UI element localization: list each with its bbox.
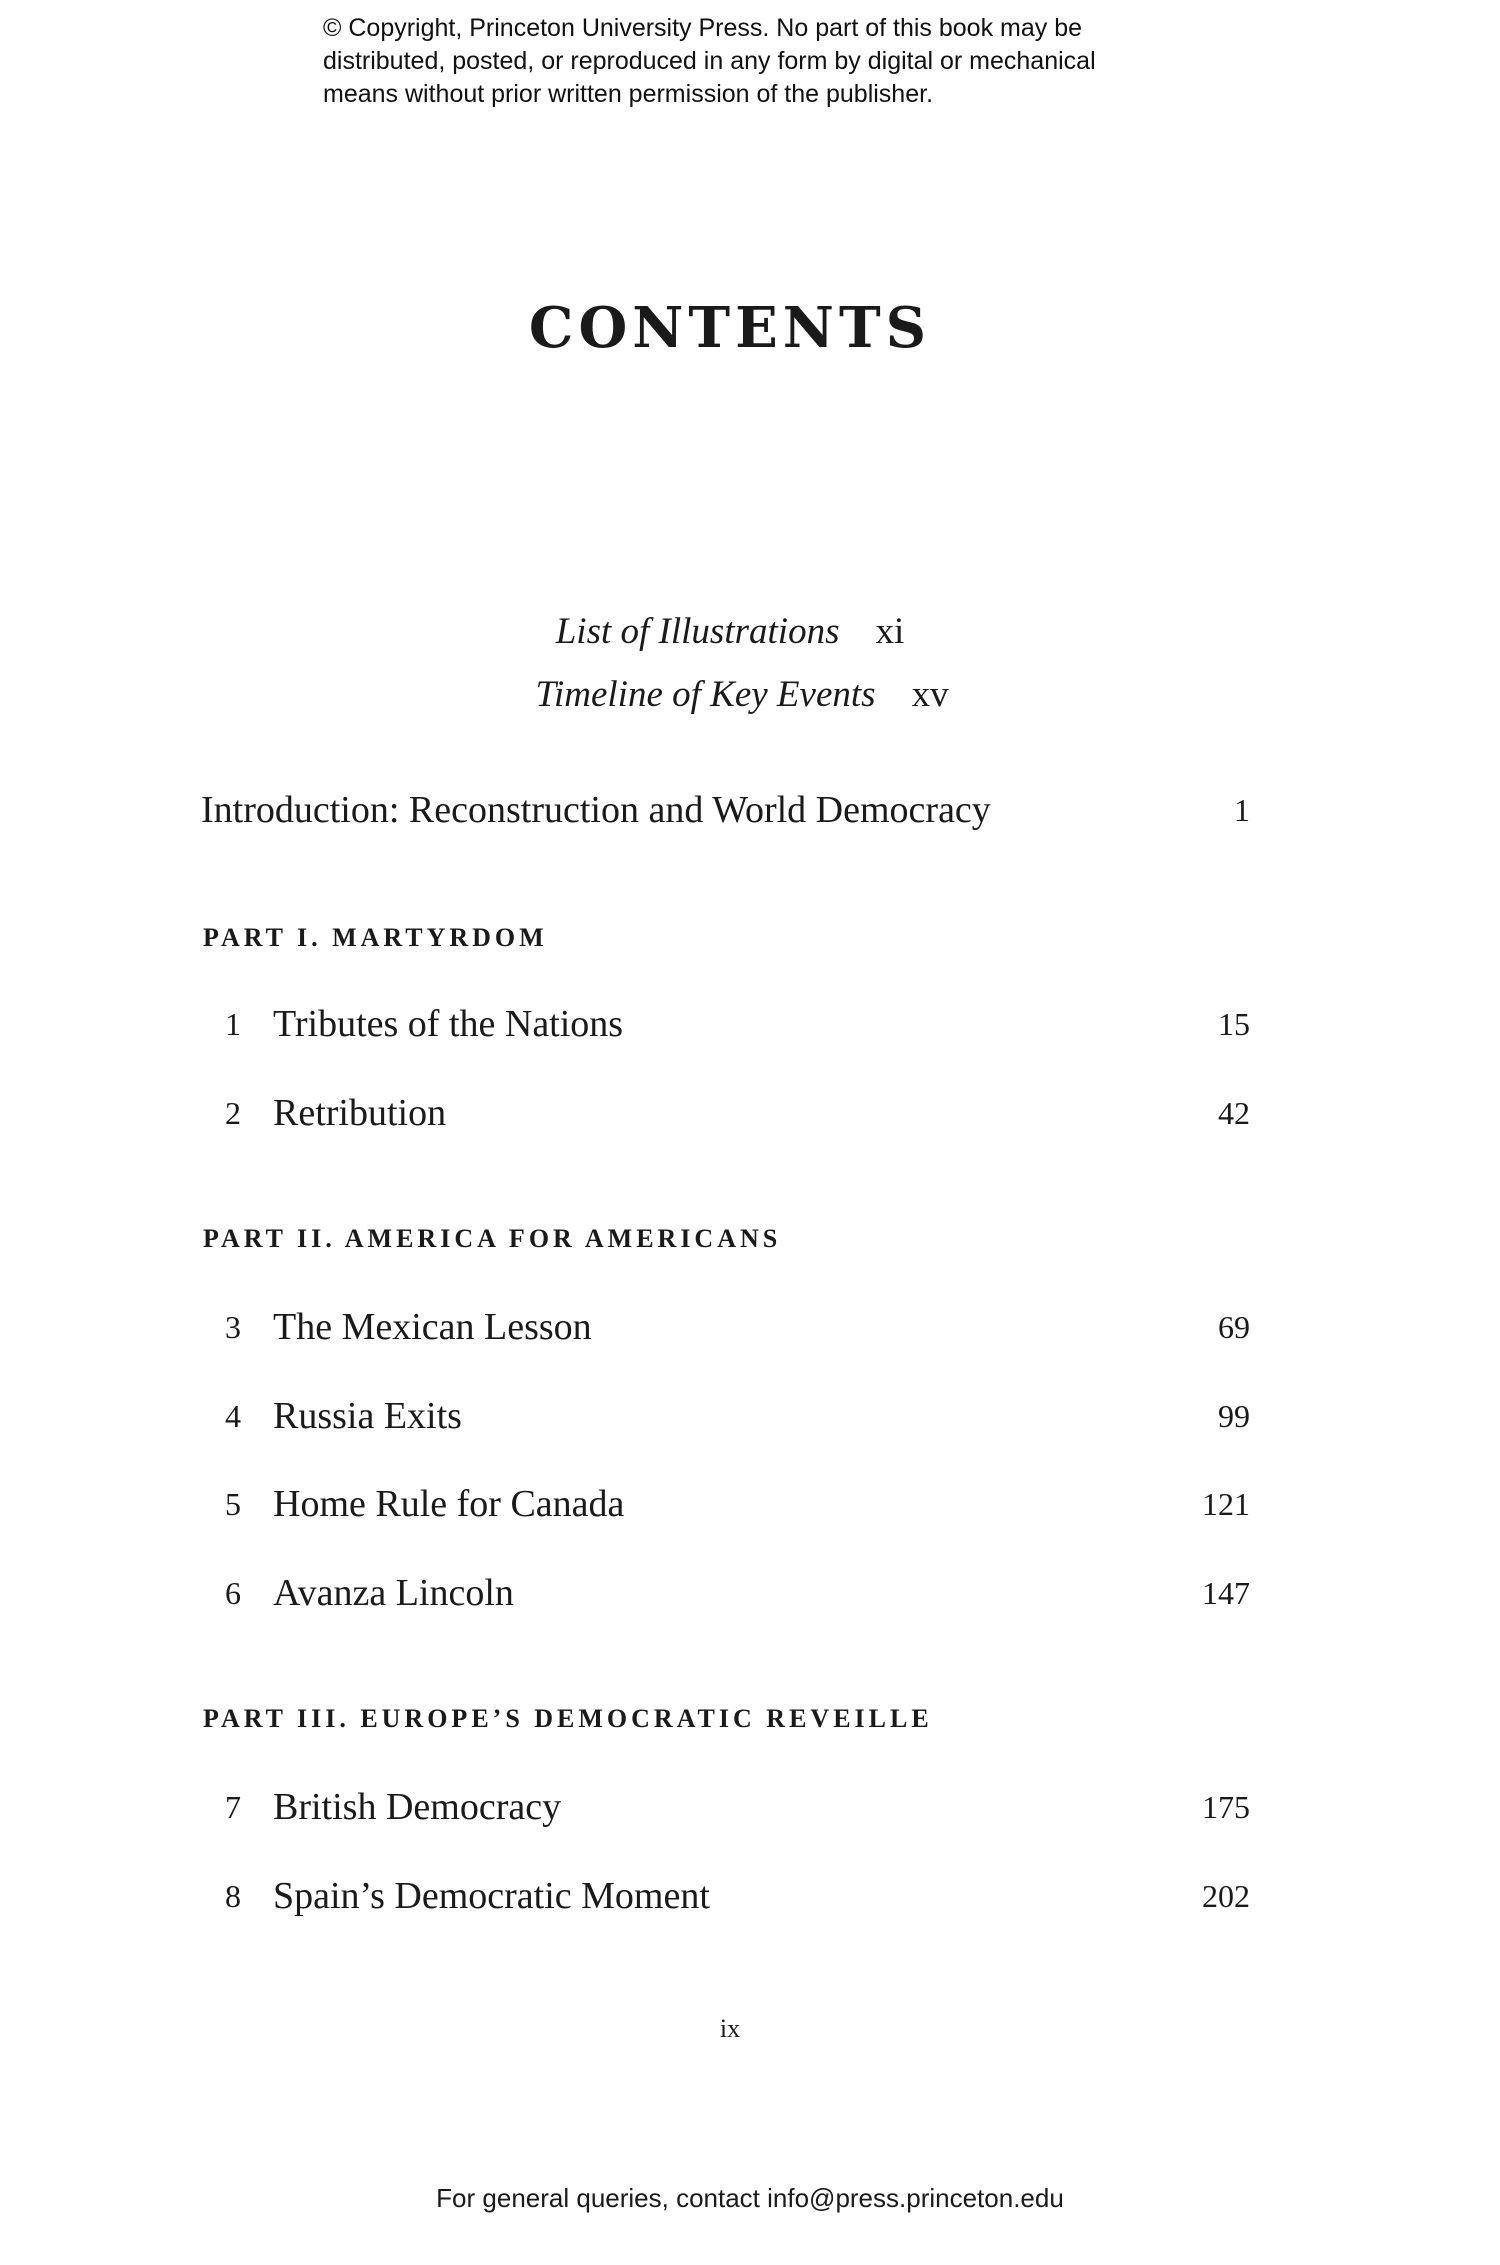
page-folio: ix bbox=[719, 2014, 741, 2043]
toc-front-label: Timeline of Key Events bbox=[535, 674, 876, 715]
chapter-number: 3 bbox=[225, 1309, 241, 1345]
copyright-notice bbox=[323, 12, 1096, 111]
toc-page-number: 1 bbox=[1234, 792, 1250, 828]
toc-entry-title: Spain’s Democratic Moment bbox=[273, 1875, 710, 1917]
toc-page-number: 15 bbox=[1218, 1006, 1250, 1042]
toc-front-item[interactable] bbox=[12, 673, 1472, 716]
chapter-number: 2 bbox=[225, 1095, 241, 1131]
toc-page-number: 202 bbox=[1202, 1878, 1250, 1914]
toc-page-number: 99 bbox=[1218, 1398, 1250, 1434]
chapter-number: 8 bbox=[225, 1878, 241, 1914]
page-title: CONTENTS bbox=[528, 295, 932, 361]
copyright-line: distributed, posted, or reproduced in any form by digital or mechanical bbox=[323, 47, 1096, 75]
part-heading: PART II. AMERICA FOR AMERICANS bbox=[203, 1224, 782, 1253]
part-heading: PART I. MARTYRDOM bbox=[203, 923, 548, 952]
toc-entry-title: Russia Exits bbox=[273, 1395, 462, 1437]
chapter-number: 4 bbox=[225, 1398, 241, 1434]
toc-entry-title: The Mexican Lesson bbox=[273, 1306, 592, 1348]
toc-page-number: 147 bbox=[1202, 1575, 1250, 1611]
chapter-number: 5 bbox=[225, 1486, 241, 1522]
chapter-number: 1 bbox=[225, 1006, 241, 1042]
toc-entry-title: British Democracy bbox=[273, 1786, 562, 1828]
footer-contact: For general queries, contact info@press.princeton.edu bbox=[436, 2183, 1064, 2213]
toc-entry-title: Avanza Lincoln bbox=[273, 1572, 514, 1614]
toc-page-number: 121 bbox=[1202, 1486, 1250, 1522]
chapter-number: 6 bbox=[225, 1575, 241, 1611]
copyright-line: © Copyright, Princeton University Press. No part of this book may be bbox=[323, 14, 1083, 42]
toc-entry-title: Retribution bbox=[273, 1092, 447, 1134]
copyright-line: means without prior written permission of the publisher. bbox=[323, 80, 934, 108]
toc-front-item[interactable] bbox=[0, 610, 1460, 653]
toc-page-number: 175 bbox=[1202, 1789, 1250, 1825]
toc-page-number: xv bbox=[911, 674, 949, 715]
toc-entry-title: Home Rule for Canada bbox=[273, 1483, 625, 1525]
toc-entry-title: Tributes of the Nations bbox=[273, 1003, 624, 1045]
toc-entry-title: Introduction: Reconstruction and World Democracy bbox=[201, 789, 991, 831]
part-heading: PART III. EUROPE’S DEMOCRATIC REVEILLE bbox=[203, 1704, 933, 1733]
toc-page-number: xi bbox=[875, 611, 905, 652]
toc-page-number: 42 bbox=[1218, 1095, 1250, 1131]
chapter-number: 7 bbox=[225, 1789, 241, 1825]
toc-front-label: List of Illustrations bbox=[555, 611, 840, 652]
toc-page-number: 69 bbox=[1218, 1309, 1250, 1345]
